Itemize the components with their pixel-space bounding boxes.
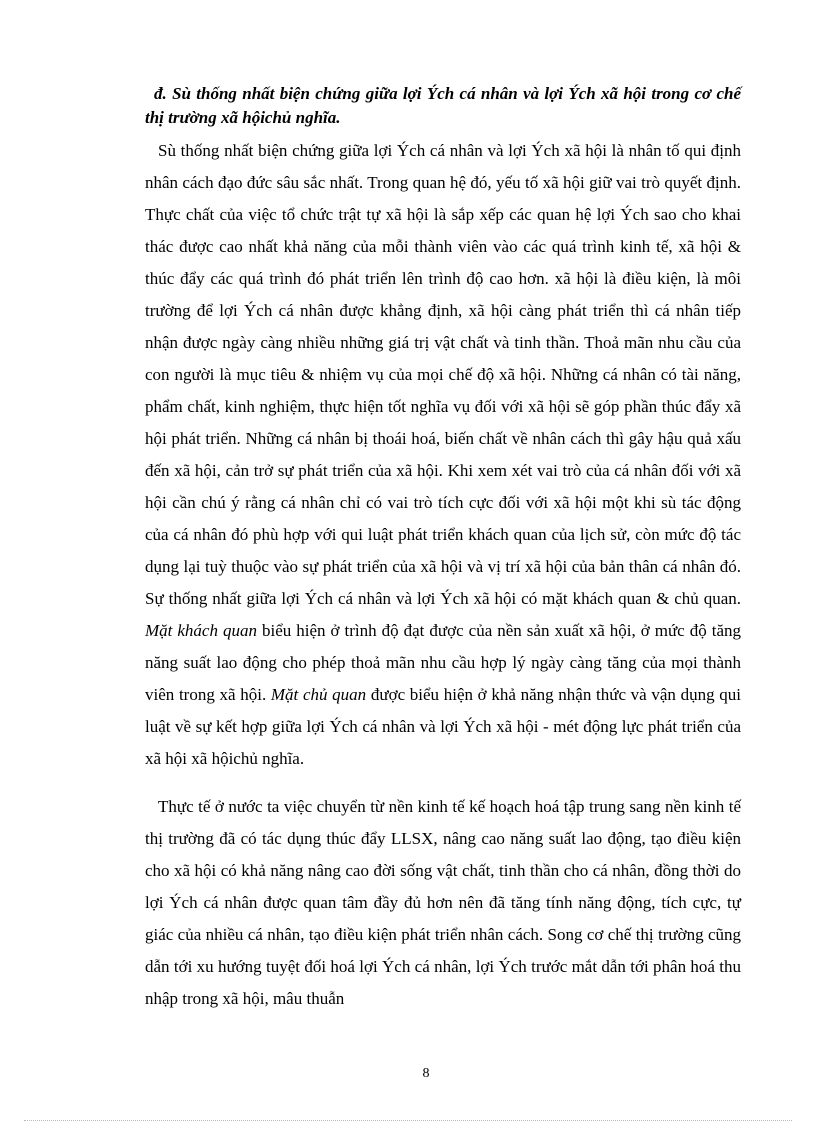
page-content [145, 82, 741, 1015]
page-number: 8 [422, 1066, 430, 1081]
page-footer-divider [24, 1120, 792, 1121]
section-heading: đ. Sù thống nhất biện chứng giữa lợi Ých cá nhân và lợi Ých xã hội trong cơ chế thị trường xã hộichủ nghĩa. [145, 84, 741, 127]
paragraph-1-text-1: Sù thống nhất biện chứng giữa lợi Ých cá nhân và lợi Ých xã hội là nhân tố qui định nhân cách đạo đức sâu sắc nhất. Trong quan hệ đó, yếu tố xã hội giữ vai trò quyết định. Thực chất của việc tổ chức trật tự xã hội là sắp xếp các quan hệ lợi Ých sao cho khai thác được cao nhất khả năng của mỗi thành viên vào các quá trình kinh tế, xã hội & thúc đẩy các quá trình đó phát triển lên trình độ cao hơn. xã hội là điều kiện, là môi trường để lợi Ých cá nhân được khẳng định, xã hội càng phát triển thì cá nhân tiếp nhận được ngày càng nhiều những giá trị vật chất và tinh thần. Thoả mãn nhu cầu của con người là mục tiêu & nhiệm vụ của mọi chế độ xã hội. Những cá nhân có tài năng, phẩm chất, kinh nghiệm, thực hiện tốt nghĩa vụ đối với xã hội sẽ góp phần thúc đẩy xã hội phát triển. Những cá nhân bị thoái hoá, biến chất về nhân cách thì gây hậu quả xấu đến xã hội, cản trở sự phát triển của xã hội. Khi xem xét vai trò của cá nhân đối với xã hội cần chú ý rằng cá nhân chỉ có vai trò tích cực đối với xã hội một khi sù tác động của cá nhân đó phù hợp với qui luật phát triển khách quan của lịch sử, còn mức độ tác dụng lại tuỳ thuộc vào sự phát triển của xã hội và vị trí xã hội của bản thân cá nhân đó. Sự thống nhất giữa lợi Ých cá nhân và lợi Ých xã hội có mặt khách quan & chủ quan. [145, 141, 741, 608]
paragraph-1-text-2: biểu hiện ở trình độ đạt được của nền sản xuất xã hội, ở mức độ tăng năng suất lao động cho phép thoả mãn nhu cầu hợp lý ngày càng tăng của mọi thành viên trong xã hội. [145, 621, 741, 704]
paragraph-1-text-3: được biểu hiện ở khả năng nhận thức và vận dụng qui luật về sự kết hợp giữa lợi Ých cá nhân và lợi Ých xã hội - mét động lực phát triển của xã hội xã hộichủ nghĩa. [145, 685, 742, 768]
body-paragraph-2: Thực tế ở nước ta việc chuyển từ nền kinh tế kế hoạch hoá tập trung sang nền kinh tế thị trường đã có tác dụng thúc đẩy LLSX, nâng cao năng suất lao động, tạo điều kiện cho xã hội có khả năng nâng cao đời sống vật chất, tinh thần cho cá nhân, đồng thời do lợi Ých cá nhân được quan tâm đầy đủ hơn nên đã tăng tính năng động, tích cực, tự giác của nhiều cá nhân, tạo điều kiện phát triển nhân cách. Song cơ chế thị trường cũng dẫn tới xu hướng tuyệt đối hoá lợi Ých cá nhân, lợi Ých trước mắt dẫn tới phân hoá thu nhập trong xã hội, mâu thuẫn [145, 797, 741, 1008]
objective-aspect-term: Mặt khách quan [145, 621, 257, 640]
subjective-aspect-term: Mặt chủ quan [270, 685, 367, 704]
body-paragraph-1 [145, 135, 741, 775]
